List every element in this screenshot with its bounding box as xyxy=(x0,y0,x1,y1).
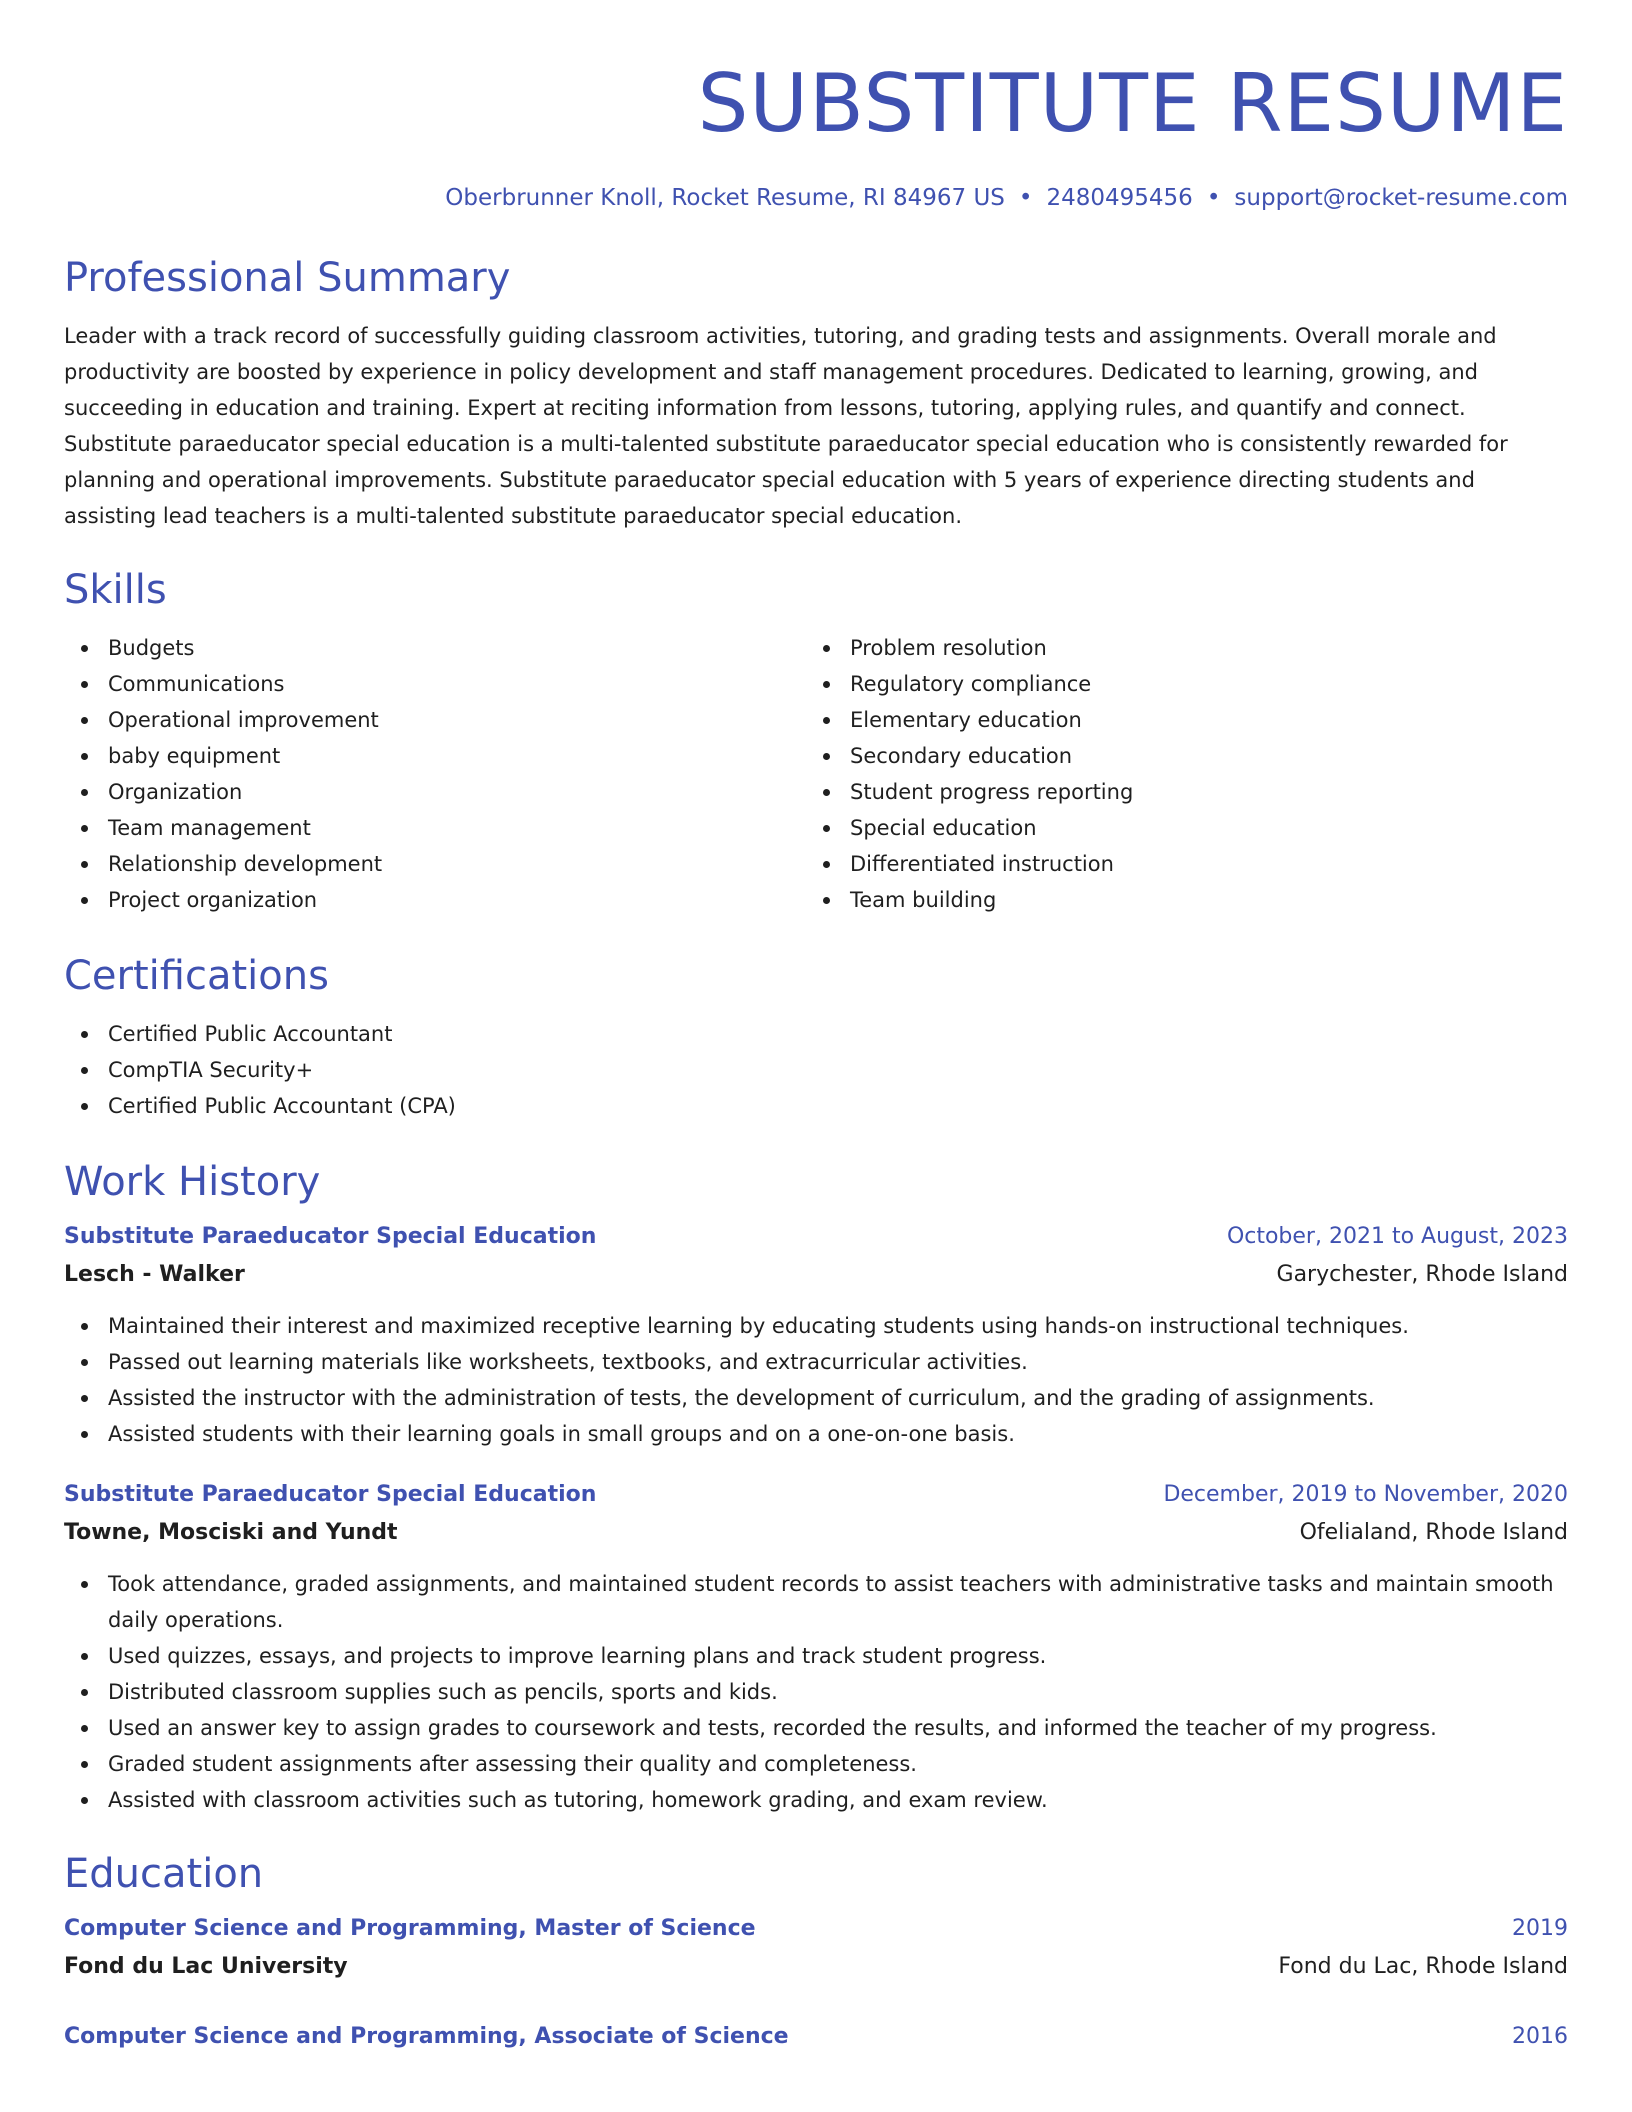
certifications-heading: Certifications xyxy=(64,953,329,999)
skill-item: Special education xyxy=(806,810,1548,846)
skills-heading: Skills xyxy=(64,567,167,613)
job-bullets xyxy=(64,1308,1568,1452)
job-bullet: Used quizzes, essays, and projects to improve learning plans and track student progress. xyxy=(64,1638,1568,1674)
skill-item: Relationship development xyxy=(64,846,806,882)
job-entry xyxy=(64,1218,1568,1452)
summary-section xyxy=(64,252,1568,534)
job-bullet: Used an answer key to assign grades to coursework and tests, recorded the results, and informed the teacher of my progress. xyxy=(64,1710,1568,1746)
skill-item: Student progress reporting xyxy=(806,774,1548,810)
education-list xyxy=(64,1910,1568,2056)
contact-phone: 2480495456 xyxy=(1046,185,1193,211)
education-year: 2019 xyxy=(1512,1916,1568,1941)
contact-info xyxy=(64,182,1568,214)
job-bullet: Passed out learning materials like worksheets, textbooks, and extracurricular activities. xyxy=(64,1344,1568,1380)
job-bullet: Assisted students with their learning goals in small groups and on a one-on-one basis. xyxy=(64,1416,1568,1452)
job-title: Substitute Paraeducator Special Education xyxy=(64,1224,597,1249)
skill-item: baby equipment xyxy=(64,738,806,774)
skill-item: Budgets xyxy=(64,630,806,666)
job-bullet: Maintained their interest and maximized receptive learning by educating students using hands-on instructional techniques. xyxy=(64,1308,1568,1344)
contact-email[interactable]: support@rocket-resume.com xyxy=(1234,185,1568,211)
job-company: Towne, Mosciski and Yundt xyxy=(64,1520,398,1545)
skill-item: Project organization xyxy=(64,882,806,918)
job-entry xyxy=(64,1476,1568,1818)
job-dates: December, 2019 to November, 2020 xyxy=(1163,1482,1568,1507)
education-degree-row xyxy=(64,2018,1568,2056)
job-bullet: Assisted the instructor with the administration of tests, the development of curriculum, and the grading of assignments. xyxy=(64,1380,1568,1416)
job-title-row xyxy=(64,1218,1568,1256)
job-company: Lesch - Walker xyxy=(64,1262,245,1287)
job-bullet: Distributed classroom supplies such as pencils, sports and kids. xyxy=(64,1674,1568,1710)
education-degree-row xyxy=(64,1910,1568,1948)
resume-title: SUBSTITUTE RESUME xyxy=(697,57,1568,150)
education-entry xyxy=(64,2018,1568,2056)
education-section xyxy=(64,1848,1568,2056)
skill-item: Operational improvement xyxy=(64,702,806,738)
skill-item: Regulatory compliance xyxy=(806,666,1548,702)
skill-item: Team building xyxy=(806,882,1548,918)
job-bullet: Graded student assignments after assessing their quality and completeness. xyxy=(64,1746,1568,1782)
skill-item: Team management xyxy=(64,810,806,846)
skill-item: Organization xyxy=(64,774,806,810)
job-bullet: Assisted with classroom activities such as tutoring, homework grading, and exam review. xyxy=(64,1782,1568,1818)
education-degree: Computer Science and Programming, Master of Science xyxy=(64,1916,756,1941)
job-dates: October, 2021 to August, 2023 xyxy=(1226,1224,1568,1249)
job-title: Substitute Paraeducator Special Education xyxy=(64,1482,597,1507)
skill-item: Elementary education xyxy=(806,702,1548,738)
job-company-row xyxy=(64,1256,1568,1294)
contact-separator: • xyxy=(1018,185,1033,211)
education-year: 2016 xyxy=(1512,2024,1568,2049)
certification-item: CompTIA Security+ xyxy=(64,1052,1568,1088)
job-company-row xyxy=(64,1514,1568,1552)
skills-section xyxy=(64,564,1568,918)
skill-item: Differentiated instruction xyxy=(806,846,1548,882)
education-entry xyxy=(64,1910,1568,1986)
job-list xyxy=(64,1218,1568,1818)
work-history-heading: Work History xyxy=(64,1159,321,1205)
skills-list-right xyxy=(806,630,1548,918)
contact-address: Oberbrunner Knoll, Rocket Resume, RI 84967 US xyxy=(445,185,1005,211)
skill-item: Communications xyxy=(64,666,806,702)
skill-item: Secondary education xyxy=(806,738,1548,774)
certification-item: Certified Public Accountant xyxy=(64,1016,1568,1052)
certifications-section xyxy=(64,950,1568,1124)
job-location: Ofelialand, Rhode Island xyxy=(1299,1520,1568,1545)
summary-text: Leader with a track record of successfully guiding classroom activities, tutoring, and grading tests and assignments. Overall morale and productivity are boosted by experience in policy development and staff management procedures. Dedicated to learning, growing, and succeeding in education and training. Expert at reciting information from lessons, tutoring, applying rules, and quantify and connect. Substitute paraeducator special education is a multi-talented substitute paraeducator special education who is consistently rewarded for planning and operational improvements. Substitute paraeducator special education with 5 years of experience directing students and assisting lead teachers is a multi-talented substitute paraeducator special education. xyxy=(64,324,1508,528)
skills-list-left xyxy=(64,630,806,918)
job-title-row xyxy=(64,1476,1568,1514)
skills-grid xyxy=(64,630,1568,918)
education-school-row xyxy=(64,1948,1568,1986)
education-heading: Education xyxy=(64,1851,264,1897)
work-history-section xyxy=(64,1156,1568,1818)
contact-separator: • xyxy=(1206,185,1221,211)
summary-heading: Professional Summary xyxy=(64,255,511,301)
education-location: Fond du Lac, Rhode Island xyxy=(1278,1954,1568,1979)
skill-item: Problem resolution xyxy=(806,630,1548,666)
education-school: Fond du Lac University xyxy=(64,1954,348,1979)
education-degree: Computer Science and Programming, Associate of Science xyxy=(64,2024,789,2049)
job-location: Garychester, Rhode Island xyxy=(1276,1262,1568,1287)
certifications-list xyxy=(64,1016,1568,1124)
certification-item: Certified Public Accountant (CPA) xyxy=(64,1088,1568,1124)
job-bullets xyxy=(64,1566,1568,1818)
job-bullet: Took attendance, graded assignments, and maintained student records to assist teachers with administrative tasks and maintain smooth daily operations. xyxy=(64,1566,1568,1638)
